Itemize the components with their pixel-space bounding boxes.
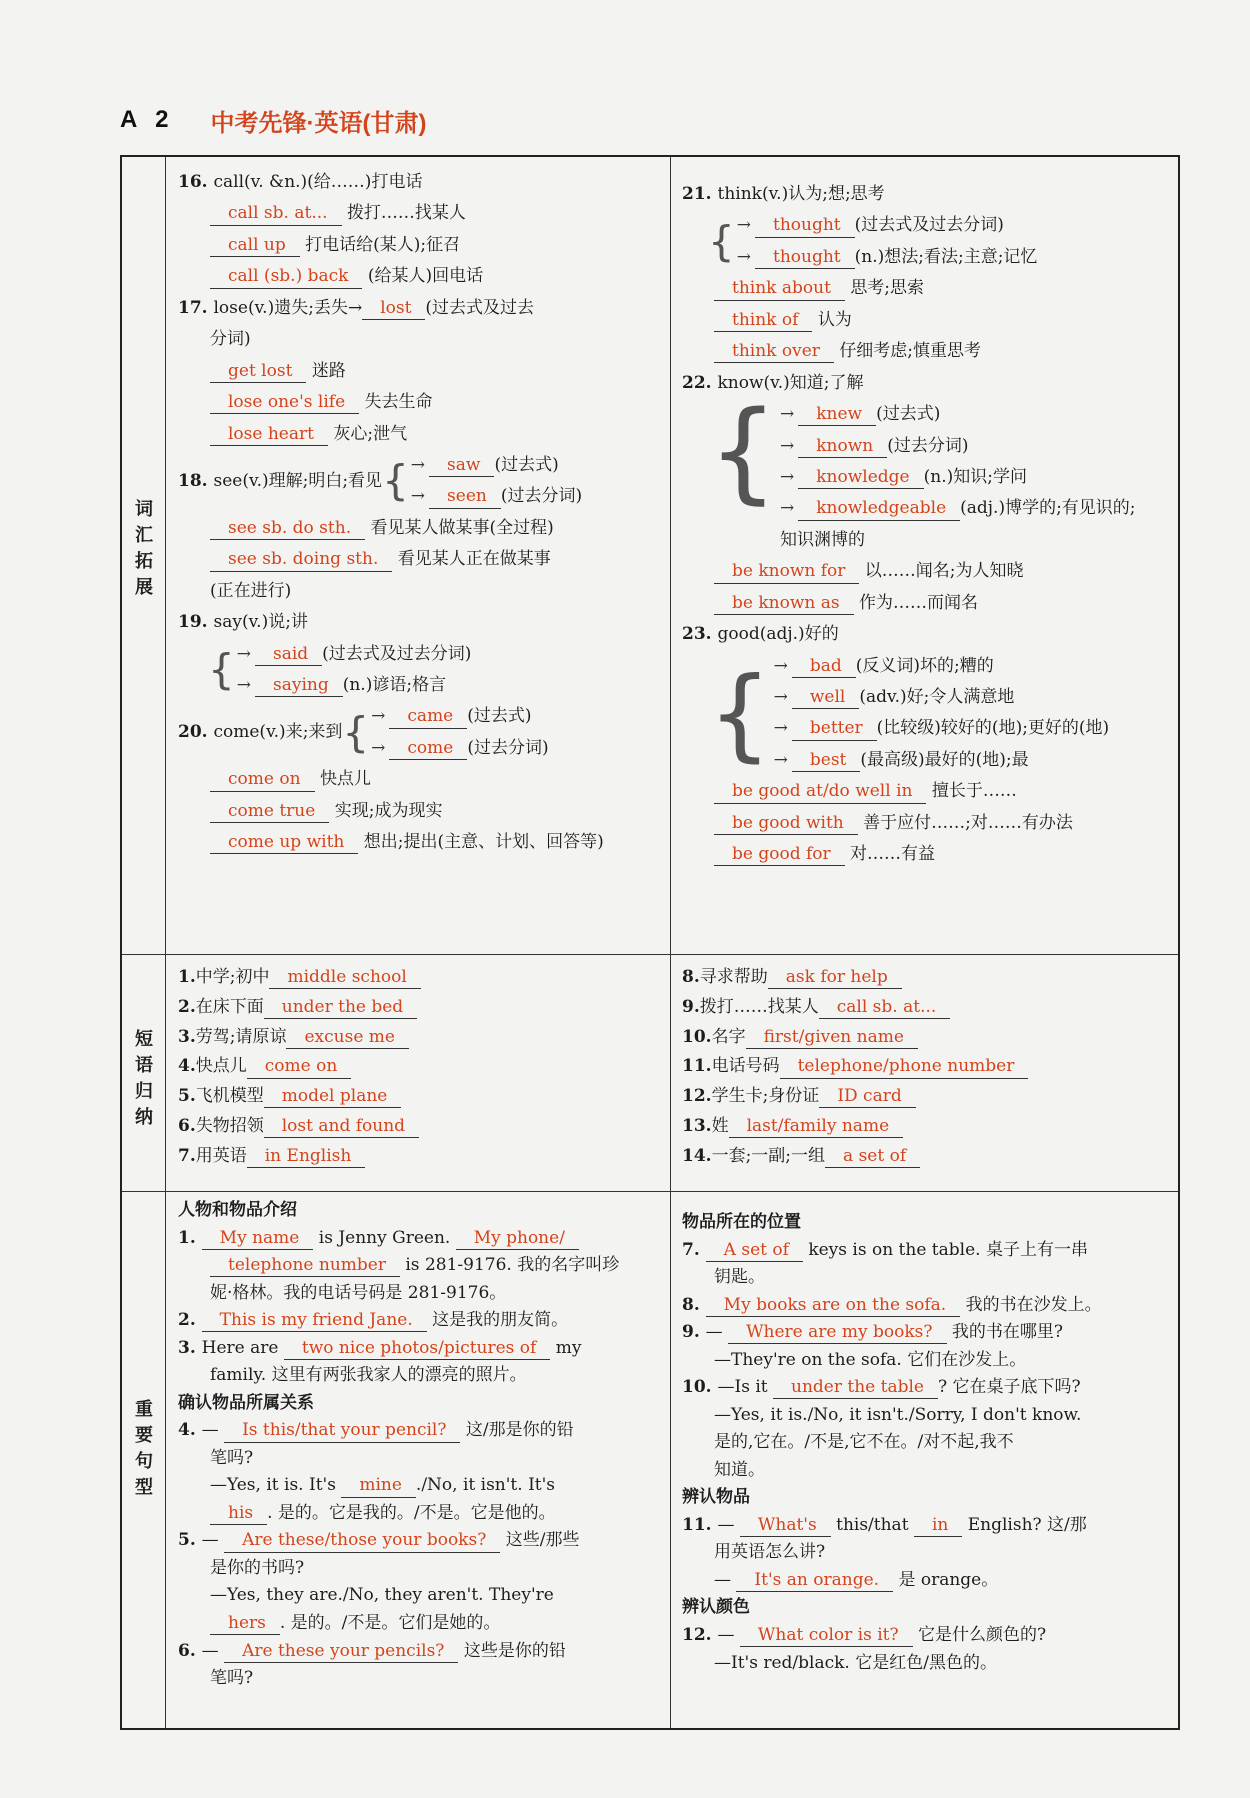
text: 一套;一副;一组 — [711, 1145, 826, 1166]
sentences-left: 人物和物品介绍 1. My name is Jenny Green. My phone/ telephone number is 281-9176. 我的名字叫珍 妮·格林。我的电话号码是 281-9176。 2. This is my friend Jane. 这是我的朋友简。 3. Here are two nice photos/pictures of my family. 这里有两张我家人的漂亮的照片。 确认物品所属关系 4. — Is this/that your pencil? 这/那是你的铅 笔吗? —Yes, it is. It's mine ./No, it isn't. It's his . 是的。它是我的。/不是。它是他的。 5. — Are these/those your books? 这些/那些 是你的书吗? —Yes, they are./No, they aren't. They're hers . 是的。/不是。它们是她的。 6. — Are these your pencils? 这些是你的铅 笔吗? — [178, 1197, 664, 1693]
answer-blank: My phone/ — [456, 1228, 579, 1250]
text: 这是我的朋友简。 — [432, 1310, 569, 1331]
book-title: 中考先锋·英语(甘肃) — [210, 109, 427, 137]
answer-blank: be good at/do well in — [714, 781, 926, 803]
answer-blank: Where are my books? — [728, 1322, 946, 1344]
answer-blank: thought — [755, 215, 855, 237]
answer-blank: think about — [714, 278, 845, 300]
answer-blank: two nice photos/pictures of — [284, 1338, 550, 1360]
text: 它是什么颜色的? — [918, 1624, 1047, 1645]
answer-blank: knowledge — [798, 467, 923, 489]
answer-blank: see sb. do sth. — [210, 518, 365, 540]
text: 用英语 — [195, 1145, 247, 1166]
text: 笔吗? — [210, 1447, 254, 1468]
text: 拨打……找某人 — [699, 996, 819, 1017]
text: 妮·格林。我的电话号码是 281-9176。 — [210, 1282, 507, 1303]
text: 快点儿 — [195, 1056, 247, 1077]
text: 是你的书吗? — [210, 1557, 305, 1578]
text: 灰心;泄气 — [333, 423, 408, 444]
answer-blank: lost — [362, 298, 425, 320]
answer-blank: My books are on the sofa. — [706, 1295, 961, 1317]
answer-blank: seen — [429, 486, 501, 508]
text: 失去生命 — [364, 392, 433, 413]
text: 姓 — [711, 1115, 729, 1136]
answer-blank: his — [210, 1503, 267, 1525]
text: 12. — [682, 1086, 712, 1106]
text: 迷路 — [311, 360, 346, 381]
text: lose(v.)遗失;丢失→ — [213, 297, 363, 318]
answer-blank: Is this/that your pencil? — [224, 1420, 460, 1442]
phrases-right — [682, 963, 1172, 1171]
answer-blank: lost and found — [264, 1116, 419, 1138]
answer-blank: A set of — [706, 1240, 803, 1262]
text: Here are — [201, 1337, 279, 1358]
phrases-left — [178, 963, 664, 1171]
sentences-right: 物品所在的位置 7. A set of keys is on the table. 桌子上有一串 钥匙。 8. My books are on the sofa. 我的书在沙发上。 9. — Where are my books? 我的书在哪里? —They're on the sofa. 它们在沙发上。 10. —Is it under the table ? 它在桌子底下吗? —Yes, it is./No, it isn't./Sorry, I don't know. 是的,它在。/不是,它不在。/对不起,我不 知道。 辨认物品 11. — What's this/that in English? 这/那 用英语怎么讲? — It's an orange. 是 orange。 辨认颜色 12. — What color is it? 它是什么颜色的? —It's red/black. 它是红色/黑色的。 — [682, 1209, 1172, 1677]
text: 擅长于…… — [931, 781, 1017, 802]
text: 10. — [682, 1026, 712, 1047]
text: my — [555, 1337, 582, 1358]
text: 中学;初中 — [195, 967, 270, 987]
answer-blank: ID card — [819, 1086, 915, 1108]
text: 辨认颜色 — [682, 1597, 750, 1618]
text: 以……闻名;为人知晓 — [864, 561, 1024, 582]
answer-blank: saw — [429, 455, 494, 477]
text: 我的书在哪里? — [951, 1322, 1064, 1343]
answer-blank: came — [389, 706, 467, 728]
text: 4. — [178, 1056, 196, 1077]
answer-blank: thought — [755, 247, 855, 269]
text: English? 这/那 — [967, 1514, 1087, 1535]
text: 6. — [178, 1115, 196, 1136]
vocab-left: 16. call(v. &n.)(给……)打电话 call sb. at... 拨打……找某人 call up 打电话给(某人);征召 call (sb.) back (给某人)回电话 17. lose(v.)遗失;丢失→ lost (过去式及过去 分词) get lost 迷路 lose one's life 失去生命 lose heart 灰心;泄气 18. see(v.)理解;明白;看见 { → saw (过去式) → seen (过去分词) see sb. do sth. 看见某人做某事(全过程) see sb. doing sth. 看见某人正在做某事 (正在进行) 19. say(v.)说;讲 { → said (过去式及过去分词) → saying (n.)谚语;格言 20. come(v.)来;来到 { → came (过去式) → come (过去分词) come on 快点儿 come true 实现;成为现实 come up with 想出;提出(主意、计划、回答等) — [178, 167, 664, 859]
answer-blank: This is my friend Jane. — [202, 1310, 427, 1332]
text: see(v.)理解;明白;看见 — [213, 470, 383, 491]
text: is 281-9176. 我的名字叫珍 — [405, 1255, 620, 1276]
answer-blank: under the bed — [264, 997, 417, 1019]
answer-blank: first/given name — [746, 1027, 918, 1049]
answer-blank: bad — [792, 656, 856, 678]
text: 这/那是你的铅 — [465, 1420, 574, 1441]
text: —Is it — [717, 1377, 768, 1398]
text: 确认物品所属关系 — [178, 1392, 314, 1413]
text: 钥匙。 — [714, 1267, 765, 1288]
text: 8. — [682, 967, 700, 987]
text: 5. — [178, 1086, 196, 1106]
text: (n.)知识;学问 — [923, 466, 1027, 487]
answer-blank: be known for — [714, 561, 859, 583]
answer-blank: call sb. at... — [210, 203, 342, 225]
text: family. 这里有两张我家人的漂亮的照片。 — [210, 1365, 527, 1386]
answer-blank: known — [798, 436, 887, 458]
text: 分词) — [210, 329, 251, 350]
text: good(adj.)好的 — [717, 624, 839, 645]
answer-blank: be good for — [714, 844, 845, 866]
text: 失物招领 — [195, 1115, 264, 1136]
answer-blank: Are these/those your books? — [224, 1530, 500, 1552]
text: 看见某人做某事(全过程) — [370, 517, 554, 538]
text: (反义词)坏的;糟的 — [855, 655, 994, 676]
page-header — [120, 100, 426, 140]
answer-blank: model plane — [264, 1086, 402, 1108]
text: 11. — [682, 1056, 712, 1077]
text: 对……有益 — [850, 844, 936, 865]
answer-blank: said — [255, 644, 322, 666]
section-label-phrases: 短语归纳 — [135, 1029, 153, 1128]
answer-blank: a set of — [825, 1146, 920, 1168]
answer-blank: come up with — [210, 832, 358, 854]
text: 1. — [178, 967, 196, 987]
text: 想出;提出(主意、计划、回答等) — [363, 832, 604, 853]
text: 是 orange。 — [898, 1569, 999, 1590]
page-number: A 2 — [120, 106, 175, 133]
text: 9. — [682, 996, 700, 1017]
text: (过去式及过去 — [425, 297, 535, 318]
text: 我的书在沙发上。 — [965, 1294, 1102, 1315]
answer-blank: better — [792, 718, 877, 740]
text: (adj.)博学的;有见识的; — [960, 498, 1136, 519]
text: 用英语怎么讲? — [714, 1542, 826, 1563]
text: 13. — [682, 1115, 712, 1136]
text: say(v.)说;讲 — [213, 612, 308, 633]
text: ? 它在桌子底下吗? — [938, 1377, 1081, 1398]
text: 7. — [178, 1145, 196, 1166]
vocab-right: 21. think(v.)认为;想;思考 { → thought (过去式及过去分词) → thought (n.)想法;看法;主意;记忆 think about 思考;思索 think of 认为 think over 仔细考虑;慎重思考 22. know(v.)知道;了解 { → knew (过去式) → known (过去分词) → knowledge (n.)知识;学问 → knowledgeable (adj.)博学的;有见识的; 知识渊博的 be known for 以……闻名;为人知晓 be known as 作为……而闻名 23. good(adj.)好的 { → bad (反义词)坏的;糟的 → well (adv.)好;令人满意地 → better (比较级)较好的(地);更好的(地) → best (最高级)最好的(地);最 be good at/do well in 擅长于…… be good with 善于应付……;对……有办法 be good for 对……有益 — [682, 179, 1172, 871]
answer-blank: in — [914, 1515, 962, 1537]
text: (过去式) — [467, 706, 532, 727]
answer-blank: mine — [341, 1475, 416, 1497]
text: ./No, it isn't. It's — [415, 1475, 556, 1496]
answer-blank: What's — [740, 1515, 831, 1537]
text: —Yes, they are./No, they aren't. They're — [210, 1585, 554, 1606]
section-label-vocab: 词汇拓展 — [135, 499, 153, 598]
answer-blank: telephone/phone number — [780, 1056, 1029, 1078]
answer-blank: lose one's life — [210, 392, 359, 414]
text: 3. — [178, 1026, 196, 1047]
text: —Yes, it is./No, it isn't./Sorry, I don't know. — [714, 1404, 1082, 1425]
answer-blank: best — [792, 750, 861, 772]
answer-blank: ask for help — [768, 967, 902, 989]
answer-blank: think of — [714, 310, 812, 332]
text: 电话号码 — [711, 1056, 780, 1077]
answer-blank: last/family name — [729, 1116, 904, 1138]
text: (正在进行) — [210, 580, 292, 601]
text: think(v.)认为;想;思考 — [717, 184, 885, 204]
answer-blank: It's an orange. — [736, 1570, 893, 1592]
text: 善于应付……;对……有办法 — [863, 812, 1073, 833]
text: 辨认物品 — [682, 1487, 750, 1508]
text: 学生卡;身份证 — [711, 1086, 820, 1106]
text: 认为 — [817, 309, 852, 330]
answer-blank: in English — [247, 1146, 366, 1168]
text: 劳驾;请原谅 — [195, 1026, 287, 1047]
answer-blank: call up — [210, 235, 300, 257]
text: (过去分词) — [887, 435, 969, 456]
text: —It's red/black. 它是红色/黑色的。 — [714, 1652, 997, 1673]
text: 快点儿 — [319, 769, 371, 790]
answer-blank: see sb. doing sth. — [210, 549, 392, 571]
text: 看见某人正在做某事 — [397, 549, 551, 570]
text: (比较级)较好的(地);更好的(地) — [876, 718, 1110, 739]
text: 打电话给(某人);征召 — [305, 234, 461, 255]
text: keys is on the table. 桌子上有一串 — [808, 1239, 1088, 1260]
text: (n.)谚语;格言 — [342, 675, 447, 695]
answer-blank: come true — [210, 801, 329, 823]
text: this/that — [836, 1514, 909, 1535]
text: know(v.)知道;了解 — [717, 372, 864, 393]
text: 作为……而闻名 — [859, 592, 979, 613]
answer-blank: My name — [202, 1228, 314, 1250]
answer-blank: hers — [210, 1613, 280, 1635]
answer-blank: excuse me — [286, 1027, 409, 1049]
answer-blank: come — [389, 738, 467, 760]
text: 是的,它在。/不是,它不在。/对不起,我不 — [714, 1432, 1014, 1453]
answer-blank: middle school — [269, 967, 420, 989]
text: (过去式及过去分词) — [322, 643, 472, 664]
text: (n.)想法;看法;主意;记忆 — [854, 246, 1038, 267]
text: 寻求帮助 — [699, 967, 768, 987]
text: . 是的。/不是。它们是她的。 — [279, 1612, 501, 1633]
answer-blank: well — [792, 687, 860, 709]
text: 在床下面 — [195, 996, 264, 1017]
answer-blank: telephone number — [210, 1255, 400, 1277]
answer-blank: call (sb.) back — [210, 266, 362, 288]
answer-blank: under the table — [773, 1377, 938, 1399]
text: 人物和物品介绍 — [178, 1200, 297, 1220]
text: . 是的。它是我的。/不是。它是他的。 — [267, 1502, 556, 1523]
section-label-sentences: 重要句型 — [135, 1399, 153, 1498]
text: (过去式) — [494, 454, 559, 475]
text: 思考;思索 — [850, 278, 925, 299]
answer-blank: be good with — [714, 813, 858, 835]
text: 飞机模型 — [195, 1086, 264, 1106]
answer-blank: What color is it? — [740, 1625, 913, 1647]
text: 笔吗? — [210, 1668, 254, 1689]
answer-blank: saying — [255, 675, 343, 697]
text: (过去式) — [876, 404, 941, 425]
answer-blank: get lost — [210, 361, 306, 383]
answer-blank: come on — [247, 1056, 352, 1078]
answer-blank: Are these your pencils? — [224, 1641, 458, 1663]
worksheet-table — [120, 155, 1180, 1730]
text: 仔细考虑;慎重思考 — [839, 341, 982, 362]
text: call(v. &n.)(给……)打电话 — [213, 172, 423, 192]
text: 这些是你的铅 — [463, 1640, 566, 1661]
text: 知识渊博的 — [780, 529, 865, 550]
text: 知道。 — [714, 1459, 765, 1480]
answer-blank: lose heart — [210, 424, 328, 446]
text: (给某人)回电话 — [367, 266, 484, 287]
text: 物品所在的位置 — [682, 1212, 801, 1232]
answer-blank: be known as — [714, 593, 854, 615]
text: (最高级)最好的(地);最 — [860, 749, 1029, 770]
text: 14. — [682, 1145, 712, 1166]
text: come(v.)来;来到 — [213, 722, 343, 743]
answer-blank: think over — [714, 341, 834, 363]
text: 拨打……找某人 — [346, 203, 466, 224]
text: 2. — [178, 996, 196, 1017]
text: (过去分词) — [467, 737, 549, 758]
text: (adv.)好;令人满意地 — [859, 687, 1015, 707]
answer-blank: call sb. at... — [819, 997, 951, 1019]
text: 实现;成为现实 — [334, 800, 443, 821]
text: (过去分词) — [500, 486, 583, 507]
answer-blank: come on — [210, 769, 315, 791]
text: —Yes, it is. It's — [210, 1475, 336, 1496]
text: 这些/那些 — [505, 1530, 580, 1551]
answer-blank: knowledgeable — [798, 498, 960, 520]
answer-blank: knew — [798, 404, 876, 426]
text: is Jenny Green. — [318, 1227, 451, 1248]
text: —They're on the sofa. 它们在沙发上。 — [714, 1349, 1027, 1370]
text: (过去式及过去分词) — [854, 215, 1004, 236]
text: 名字 — [711, 1026, 746, 1047]
